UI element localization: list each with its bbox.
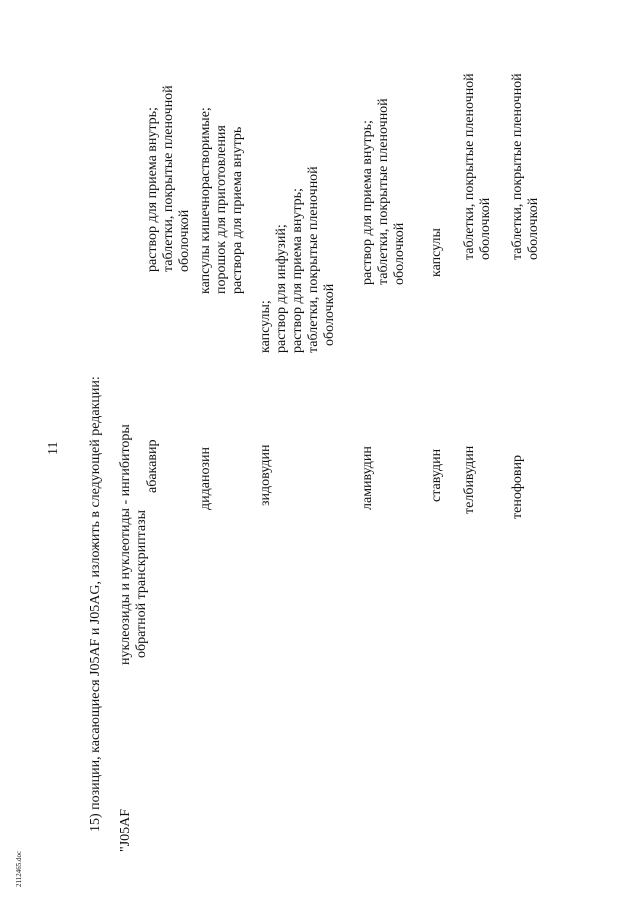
dosage-forms xyxy=(198,107,246,294)
drug-name: диданозин xyxy=(198,447,213,510)
dosage-form-line: раствор для инфузий; xyxy=(274,224,289,353)
dosage-form-line: таблетки, покрытые пленочной xyxy=(376,98,391,285)
drug-name: ставудин xyxy=(429,448,444,502)
dosage-form-line: оболочкой xyxy=(322,283,337,346)
dosage-form-line: раствор для приема внутрь; xyxy=(360,120,375,285)
dosage-form-line: таблетки, покрытые пленочной xyxy=(462,73,477,260)
dosage-form-line: оболочкой xyxy=(392,222,407,285)
dosage-forms xyxy=(258,166,338,353)
dosage-form-line: таблетки, покрытые пленочной xyxy=(306,166,321,353)
dosage-forms xyxy=(510,73,542,260)
drug-name: ламивудин xyxy=(360,446,375,510)
dosage-forms xyxy=(360,98,408,285)
dosage-form-line: капсулы xyxy=(429,228,444,277)
intro-text: 15) позиции, касающиеся J05AF и J05AG, изложить в следующей редакции: xyxy=(88,376,103,832)
group-name-line: нуклеозиды и нуклеотиды - ингибиторы xyxy=(118,424,133,665)
drug-name: абакавир xyxy=(145,439,160,493)
dosage-form-line: капсулы кишечнорастворимые; xyxy=(198,107,213,294)
dosage-form-line: оболочкой xyxy=(478,197,493,260)
drug-name: телбивудин xyxy=(462,445,477,514)
dosage-form-line: оболочкой xyxy=(177,209,192,272)
dosage-form-line: капсулы; xyxy=(258,300,273,353)
dosage-form-line: таблетки, покрытые пленочной xyxy=(510,73,525,260)
dosage-form-line: порошок для приготовления xyxy=(214,125,229,294)
dosage-forms xyxy=(462,73,494,260)
page-number: 11 xyxy=(46,441,61,455)
footer-doc-name: 2112465.doc xyxy=(15,850,23,887)
dosage-form-line: оболочкой xyxy=(526,197,541,260)
dosage-forms xyxy=(145,85,193,272)
group-name-line: обратной транскриптазы xyxy=(134,509,149,658)
drug-name: тенофовир xyxy=(510,455,525,519)
dosage-form-line: раствор для приема внутрь; xyxy=(290,188,305,353)
drug-name: зидовудин xyxy=(258,444,273,506)
dosage-form-line: раствор для приема внутрь; xyxy=(145,107,160,272)
dosage-form-line: раствора для приема внутрь xyxy=(230,126,245,294)
dosage-form-line: таблетки, покрытые пленочной xyxy=(161,85,176,272)
group-code: "J05AF xyxy=(118,808,133,852)
